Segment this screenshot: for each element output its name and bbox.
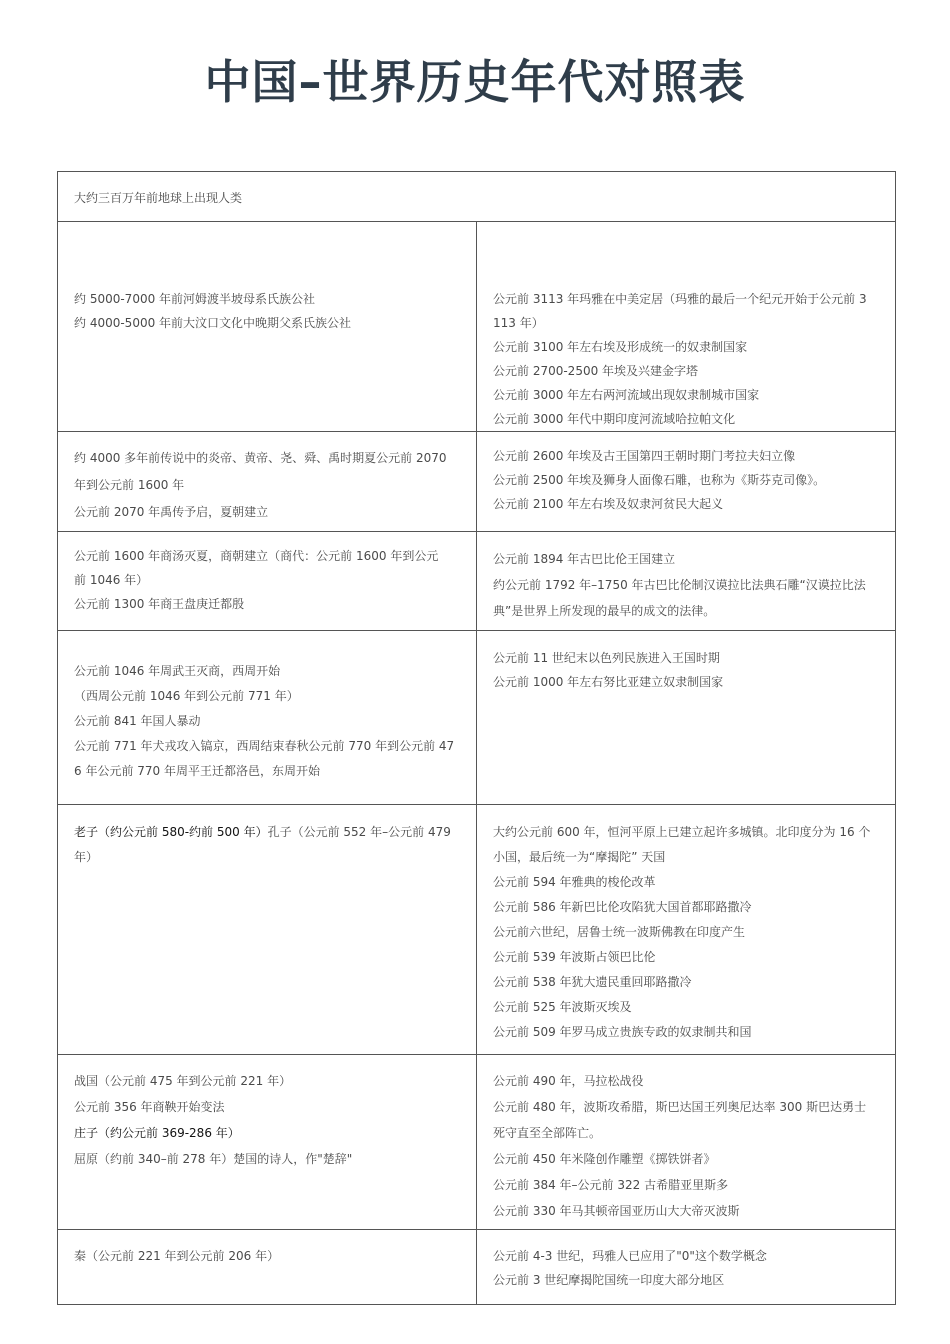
china-cell (58, 432, 477, 532)
table-row (58, 631, 896, 805)
china-cell (58, 631, 477, 805)
world-cell (477, 432, 896, 532)
cell-line: 公元前 3113 年玛雅在中美定居（玛雅的最后一个纪元开始于公元前 3 (493, 292, 867, 306)
cell-line: 约公元前 1792 年–1750 年古巴比伦制汉谟拉比法典石雕“汉谟拉比法 (493, 578, 866, 592)
cell-line: 公元前 450 年米隆创作雕塑《掷铁饼者》 (493, 1152, 716, 1166)
table-row (58, 172, 896, 222)
cell-line: 公元前 3100 年左右埃及形成统一的奴隶制国家 (493, 340, 748, 354)
cell-line: 公元前 480 年，波斯攻希腊，斯巴达国王列奥尼达率 300 斯巴达勇士 (493, 1100, 867, 1114)
world-cell (477, 222, 896, 432)
cell-line: 死守直至全部阵亡。 (493, 1126, 602, 1140)
table-row (58, 805, 896, 1055)
china-cell (58, 532, 477, 631)
cell-line: 公元前 538 年犹大遗民重回耶路撒冷 (493, 975, 692, 989)
cell-line: 公元前 2500 年埃及狮身人面像石雕，也称为《斯芬克司像》。 (493, 473, 826, 487)
cell-line: 公元前六世纪，居鲁士统一波斯佛教在印度产生 (493, 925, 746, 939)
cell-line: 约 5000-7000 年前河姆渡半坡母系氏族公社 (74, 292, 316, 306)
kongzi-entry: 孔子（公元前 552 年–公元前 479 (267, 825, 451, 839)
cell-line: 秦（公元前 221 年到公元前 206 年） (74, 1249, 280, 1263)
cell-line: 公元前 3000 年左右两河流域出现奴隶制城市国家 (493, 388, 760, 402)
cell-line: 年） (74, 850, 99, 864)
cell-line: 约 4000-5000 年前大汶口文化中晚期父系氏族公社 (74, 316, 352, 330)
cell-line: 公元前 1300 年商王盘庚迁都殷 (74, 597, 245, 611)
page-title: 中国–世界历史年代对照表 (204, 55, 746, 109)
laozi-entry: 老子（约公元前 580-约前 500 年） (74, 825, 268, 839)
cell-line: 战国（公元前 475 年到公元前 221 年） (74, 1074, 292, 1088)
cell-line: 公元前 841 年国人暴动 (74, 714, 201, 728)
cell-line: 小国，最后统一为“摩揭陀” 天国 (493, 850, 666, 864)
world-cell (477, 532, 896, 631)
cell-line: 约 4000 多年前传说中的炎帝、黄帝、尧、舜、禹时期夏公元前 2070 (74, 451, 447, 465)
cell-line: 公元前 509 年罗马成立贵族专政的奴隶制共和国 (493, 1025, 752, 1039)
cell-line: 公元前 384 年–公元前 322 古希腊亚里斯多 (493, 1178, 729, 1192)
table-row (58, 532, 896, 631)
table-row (58, 1055, 896, 1230)
cell-line: 前 1046 年） (74, 573, 149, 587)
cell-line: 公元前 525 年波斯灭埃及 (493, 1000, 632, 1014)
cell-line: 公元前 3000 年代中期印度河流域哈拉帕文化 (493, 412, 736, 426)
zhuangzi-entry: 庄子（约公元前 369-286 年） (74, 1126, 240, 1140)
cell-line: 公元前 539 年波斯占领巴比伦 (493, 950, 656, 964)
cell-line: 公元前 771 年犬戎攻入镐京，西周结束春秋公元前 770 年到公元前 47 (74, 739, 455, 753)
cell-line: 公元前 330 年马其顿帝国亚历山大大帝灭波斯 (493, 1204, 740, 1218)
table-row (58, 222, 896, 432)
cell-line: 公元前 356 年商鞅开始变法 (74, 1100, 225, 1114)
china-cell (58, 222, 477, 432)
china-cell (58, 805, 477, 1055)
cell-line (74, 820, 468, 845)
cell-line: 年到公元前 1600 年 (74, 478, 185, 492)
cell-line: 公元前 2700-2500 年埃及兴建金字塔 (493, 364, 699, 378)
cell-line: 屈原（约前 340–前 278 年）楚国的诗人，作"楚辞" (74, 1152, 353, 1166)
cell-line: 公元前 2070 年禹传予启，夏朝建立 (74, 505, 269, 519)
cell-line: 公元前 1000 年左右努比亚建立奴隶制国家 (493, 675, 724, 689)
cell-line: 公元前 1894 年古巴比伦王国建立 (493, 552, 676, 566)
cell-line: 公元前 490 年，马拉松战役 (493, 1074, 644, 1088)
cell-line: 公元前 586 年新巴比伦攻陷犹大国首都耶路撒冷 (493, 900, 752, 914)
china-cell (58, 1055, 477, 1230)
cell-line: 大约三百万年前地球上出现人类 (74, 191, 243, 205)
table-row (58, 1230, 896, 1305)
history-table (57, 171, 896, 1305)
world-cell (477, 631, 896, 805)
cell-line: 公元前 11 世纪末以色列民族进入王国时期 (493, 651, 720, 665)
cell-line: 公元前 1046 年周武王灭商，西周开始 (74, 664, 281, 678)
world-cell (477, 805, 896, 1055)
cell-line: 大约公元前 600 年，恒河平原上已建立起许多城镇。北印度分为 16 个 (493, 825, 871, 839)
cell-line: （西周公元前 1046 年到公元前 771 年） (74, 689, 299, 703)
table-row (58, 432, 896, 532)
world-cell (477, 1230, 896, 1305)
cell-line: 6 年公元前 770 年周平王迁都洛邑，东周开始 (74, 764, 320, 778)
cell-line: 典”是世界上所发现的最早的成文的法律。 (493, 604, 716, 618)
cell-line: 公元前 4-3 世纪，玛雅人已应用了"0"这个数学概念 (493, 1249, 767, 1263)
cell-line: 公元前 1600 年商汤灭夏，商朝建立（商代：公元前 1600 年到公元 (74, 549, 439, 563)
cell-line: 公元前 2100 年左右埃及奴隶河贫民大起义 (493, 497, 724, 511)
cell-line: 113 年） (493, 316, 544, 330)
cell-line: 公元前 2600 年埃及古王国第四王朝时期门考拉夫妇立像 (493, 449, 796, 463)
cell-line: 公元前 594 年雅典的梭伦改革 (493, 875, 656, 889)
world-cell (477, 1055, 896, 1230)
china-cell (58, 1230, 477, 1305)
cell-line: 公元前 3 世纪摩揭陀国统一印度大部分地区 (493, 1273, 725, 1287)
table-cell-full (58, 172, 896, 222)
